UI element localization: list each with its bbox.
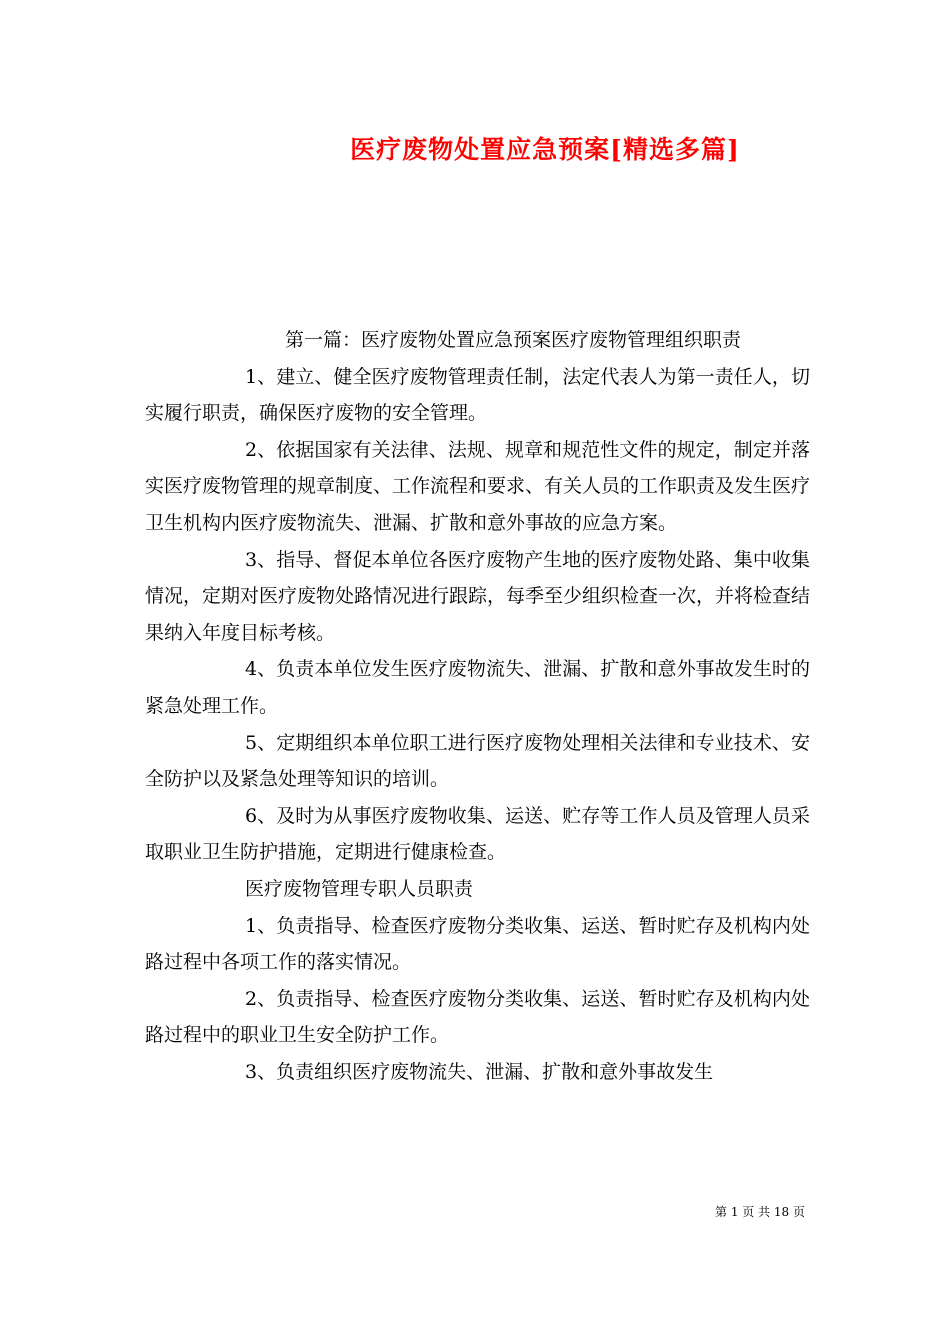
document-body xyxy=(145,322,810,1090)
paragraph: 1、建立、健全医疗废物管理责任制，法定代表人为第一责任人，切实履行职责，确保医疗废物的安全管理。 xyxy=(145,365,810,425)
section-heading: 医疗废物管理专职人员职责 xyxy=(245,877,474,900)
paragraph: 6、及时为从事医疗废物收集、运送、贮存等工作人员及管理人员采取职业卫生防护措施，定期进行健康检查。 xyxy=(145,804,810,864)
paragraph: 1、负责指导、检查医疗废物分类收集、运送、暂时贮存及机构内处路过程中各项工作的落实情况。 xyxy=(145,914,810,974)
paragraph: 2、依据国家有关法律、法规、规章和规范性文件的规定，制定并落实医疗废物管理的规章制度、工作流程和要求、有关人员的工作职责及发生医疗卫生机构内医疗废物流失、泄漏、扩散和意外事故的应急方案。 xyxy=(145,438,811,534)
paragraph: 第一篇：医疗废物处置应急预案医疗废物管理组织职责 xyxy=(285,329,742,351)
document-title: 医疗废物处置应急预案[精选多篇] xyxy=(350,135,740,164)
paragraph: 3、负责组织医疗废物流失、泄漏、扩散和意外事故发生 xyxy=(245,1060,714,1083)
paragraph: 2、负责指导、检查医疗废物分类收集、运送、暂时贮存及机构内处路过程中的职业卫生安全防护工作。 xyxy=(145,987,810,1047)
paragraph: 3、指导、督促本单位各医疗废物产生地的医疗废物处路、集中收集情况，定期对医疗废物处路情况进行跟踪，每季至少组织检查一次，并将检查结果纳入年度目标考核。 xyxy=(145,548,811,644)
paragraph: 5、定期组织本单位职工进行医疗废物处理相关法律和专业技术、安全防护以及紧急处理等知识的培训。 xyxy=(145,731,810,791)
page-number: 第 1 页 共 18 页 xyxy=(715,1205,805,1219)
paragraph: 4、负责本单位发生医疗废物流失、泄漏、扩散和意外事故发生时的紧急处理工作。 xyxy=(145,658,810,717)
